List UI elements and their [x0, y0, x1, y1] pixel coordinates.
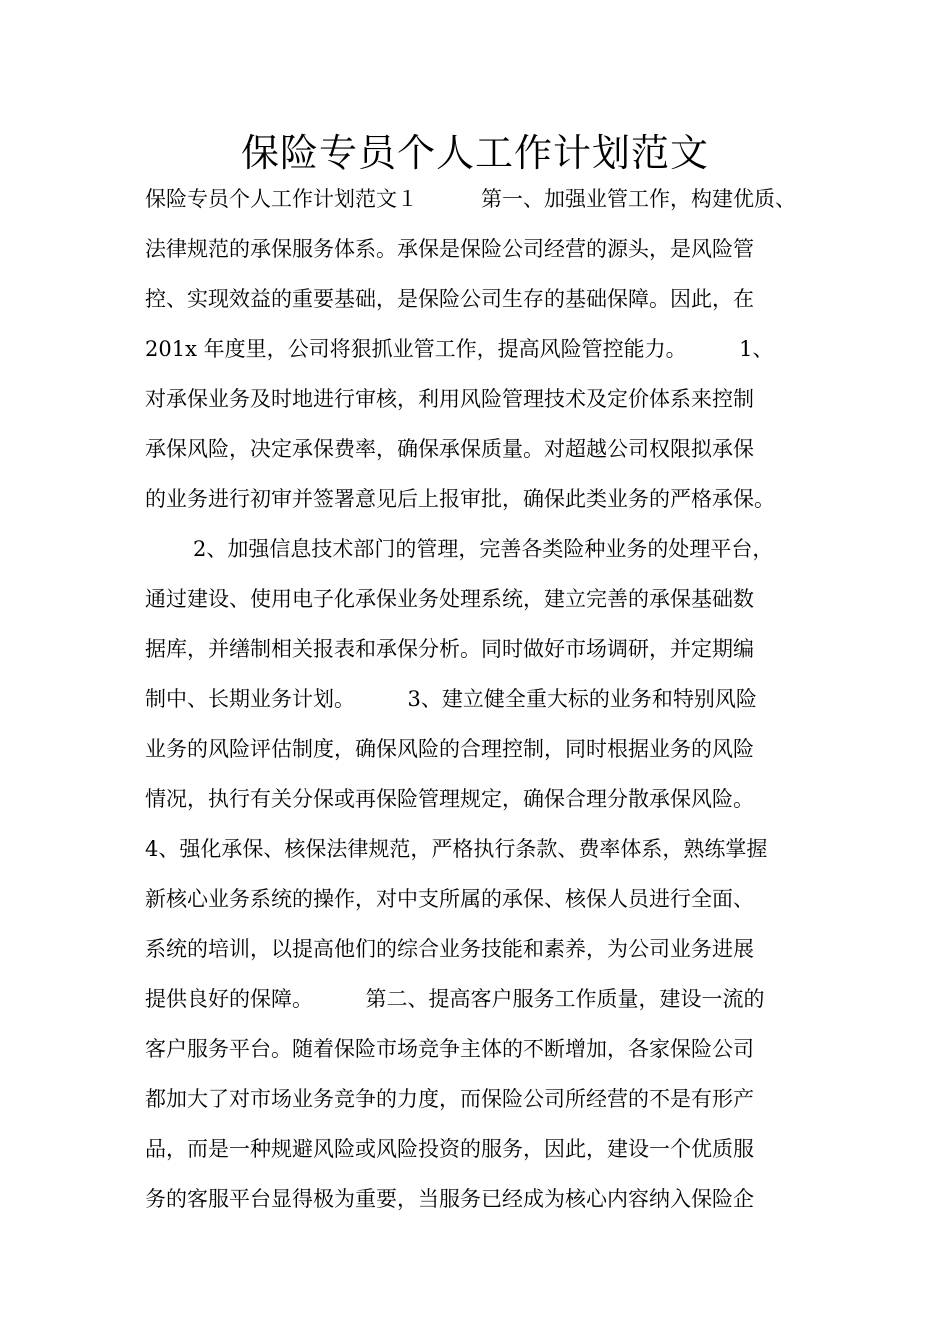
body-line: 系统的培训，以提高他们的综合业务技能和素养，为公司业务进展: [145, 937, 754, 961]
document-title: 保险专员个人工作计划范文: [240, 131, 709, 175]
body-line: 情况，执行有关分保或再保险管理规定，确保合理分散承保风险。: [145, 787, 754, 811]
body-line: 据库，并缮制相关报表和承保分析。同时做好市场调研，并定期编: [145, 637, 754, 661]
body-line: 的业务进行初审并签署意见后上报审批，确保此类业务的严格承保。: [145, 487, 775, 511]
body-line: 客户服务平台。随着保险市场竞争主体的不断增加，各家保险公司: [145, 1037, 754, 1061]
body-line: 对承保业务及时地进行审核，利用风险管理技术及定价体系来控制: [145, 387, 754, 411]
body-line: 务的客服平台显得极为重要，当服务已经成为核心内容纳入保险企: [145, 1187, 754, 1211]
body-line: 提供良好的保障。 第二、提高客户服务工作质量，建设一流的: [145, 987, 765, 1011]
body-line: 保险专员个人工作计划范文１ 第一、加强业管工作，构建优质、: [145, 187, 796, 211]
body-line: 法律规范的承保服务体系。承保是保险公司经营的源头，是风险管: [145, 237, 754, 261]
body-line: 制中、长期业务计划。 3、建立健全重大标的业务和特别风险: [145, 687, 757, 711]
body-line: 新核心业务系统的操作，对中支所属的承保、核保人员进行全面、: [145, 887, 754, 911]
body-line: 承保风险，决定承保费率，确保承保质量。对超越公司权限拟承保: [145, 437, 754, 461]
body-line: 品，而是一种规避风险或风险投资的服务，因此，建设一个优质服: [145, 1137, 754, 1161]
body-line: 2、加强信息技术部门的管理，完善各类险种业务的处理平台，: [172, 537, 774, 561]
body-line: 都加大了对市场业务竞争的力度，而保险公司所经营的不是有形产: [145, 1087, 754, 1111]
body-line: 通过建设、使用电子化承保业务处理系统，建立完善的承保基础数: [145, 587, 754, 611]
body-line: 业务的风险评估制度，确保风险的合理控制，同时根据业务的风险: [145, 737, 754, 761]
body-line: 201x 年度里，公司将狠抓业管工作，提高风险管控能力。 1、: [145, 337, 774, 361]
body-line: 4、强化承保、核保法律规范，严格执行条款、费率体系，熟练掌握: [145, 837, 768, 861]
body-line: 控、实现效益的重要基础，是保险公司生存的基础保障。因此，在: [145, 287, 754, 311]
